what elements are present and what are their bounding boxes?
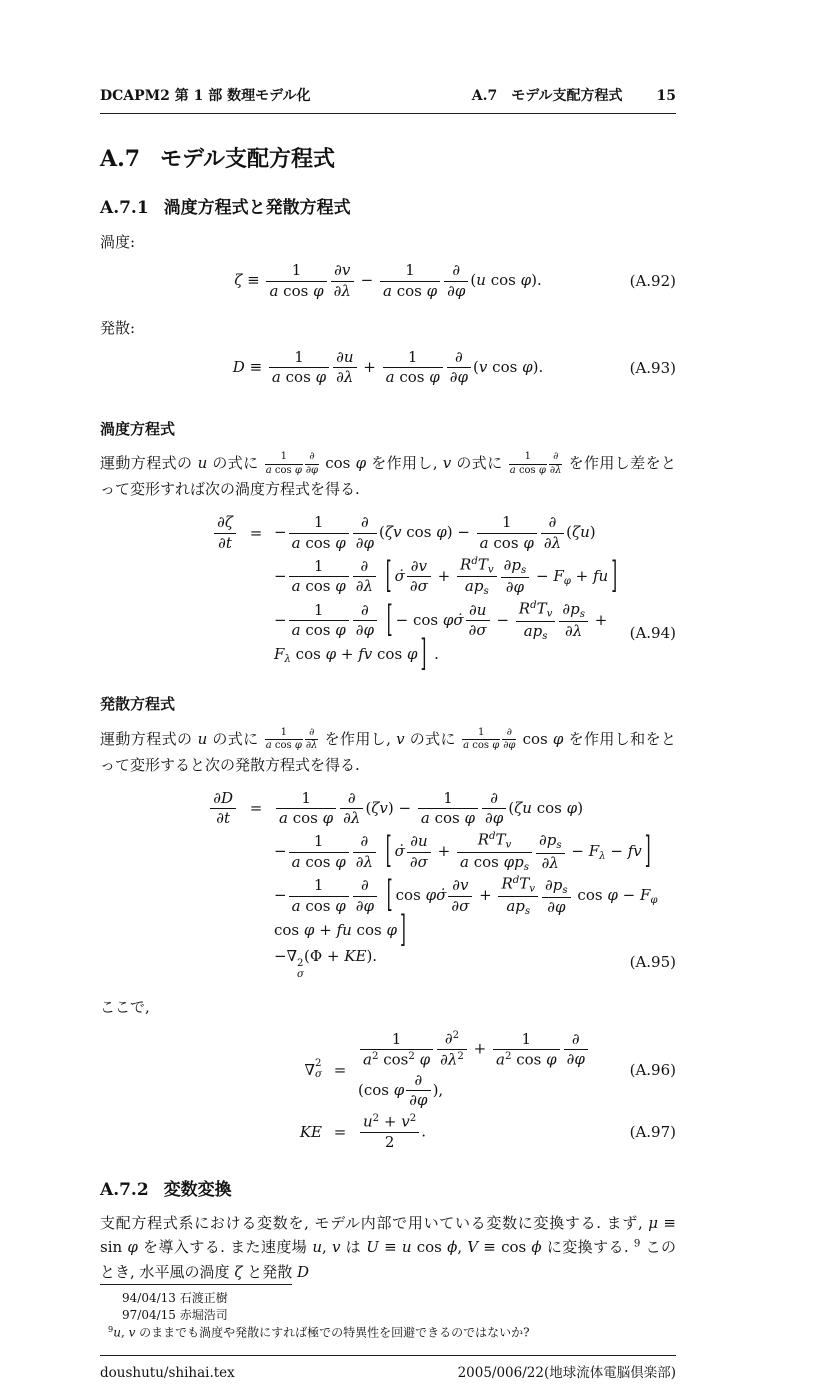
section-number: A.7: [100, 146, 141, 172]
divergence-label: 発散:: [100, 319, 136, 338]
variable-transform-paragraph: 支配方程式系における変数を, モデル内部で用いている変数に変換する. まず, μ ≡ sin φ を導入する. また速度場 u, v は U ≡ u cos ϕ, V ≡ cos ϕ に変換する. $^9$ このとき, 水平風の渦度 ζ と発散 D: [100, 1213, 676, 1281]
equation-a94: [100, 512, 676, 676]
equation-relation: =: [249, 523, 263, 542]
equation-relation: =: [333, 1122, 347, 1141]
section-heading: [100, 146, 676, 172]
equation-lhs: ∂ζ ∂t: [100, 513, 238, 553]
divergence-equation-heading: 発散方程式: [100, 695, 176, 714]
footnote-revision-2: 97/04/15 赤堀浩司: [122, 1307, 228, 1322]
equation-a95: [100, 787, 676, 984]
equation-rhs: $\frac{u^2 + v^2}{2}$ .: [358, 1112, 426, 1153]
equation-rhs: − $\frac{1}{\text{a cos φ}}$ ∂ ∂λ [ σ̇ $\frac{\partial u}{\partial\sigma}$ + $R^dT_v$ a $\cos \varphi p_s$ $\frac{\partial p_s}{\partial\lambda}$ − $F_\lambda$ − fv ]: [274, 828, 651, 874]
subsection-number: A.7.2: [100, 1179, 149, 1200]
equation-a96-number: (A.96): [629, 1060, 676, 1079]
equation-rhs: − $\frac{1}{\text{a cos φ}}$ ∂ ∂φ [ − cos φσ̇ $\frac{\partial u}{\partial\sigma}$ − $R^dT_v$ $ap_s$ $\frac{\partial p_s}{\partial\lambda}$ + $F_\lambda$ cos φ + fv cos φ ] .: [274, 596, 608, 676]
equation-lhs: ∇ 2 σ: [304, 1058, 322, 1080]
footer-file-path: doushutu/shihai.tex: [100, 1365, 235, 1382]
equation-a92-number: (A.92): [629, 272, 676, 291]
page-number: 15: [656, 88, 676, 104]
equation-a93: [100, 344, 676, 392]
subsection-number: A.7.1: [100, 198, 149, 219]
divergence-equation-paragraph: 運動方程式の u の式に $\frac{1}{\text{a cos φ}}$ ∂ ∂λ を作用し, v の式に $\frac{1}{\text{a cos φ}}$ ∂ ∂φ cos φ を作用し和をとって変形すると次の発散方程式を得る.: [100, 726, 676, 774]
subsection-title: 渦度方程式と発散方程式: [163, 198, 351, 219]
equation-a93-number: (A.93): [629, 358, 676, 377]
footnote-9: $^9$u, v のままでも渦度や発散にすれば極での特異性を回避できるのではないか?: [108, 1323, 530, 1340]
equation-relation: =: [249, 799, 263, 818]
equation-lhs: ∂D ∂t: [100, 789, 238, 829]
equation-a97-number: (A.97): [629, 1122, 676, 1141]
equation-a96-a97: [100, 1029, 676, 1153]
vorticity-equation-heading: 渦度方程式: [100, 419, 176, 438]
equation-rhs: $\frac{1}{a^2 \cos^2 \varphi}$ $\frac{\partial^2}{\partial\lambda^2}$ + $\frac{1}{a^2 \cos \varphi}$ ∂ ∂φ (cos φ ∂ ∂φ ),: [358, 1029, 620, 1110]
equation-relation: =: [333, 1060, 347, 1079]
equation-rhs: − $\frac{1}{\text{a cos φ}}$ ∂ ∂λ [ σ̇ $\frac{\partial v}{\partial\sigma}$ + $R^dT_v$ $ap_s$ $\frac{\partial p_s}{\partial\varphi}$ − $F_\varphi$ + fu ]: [274, 552, 618, 598]
page-footer: [100, 1355, 676, 1383]
footnote-revision-1: 94/04/13 石渡正樹: [122, 1290, 228, 1305]
header-right: [472, 86, 676, 107]
equation-a94-number: (A.94): [629, 623, 676, 642]
section-title: モデル支配方程式: [160, 146, 335, 172]
equation-rhs: − $\frac{1}{\text{a cos φ}}$ ∂ ∂φ [ cos φσ̇ $\frac{\partial v}{\partial\sigma}$ + $R^dT_v$ $ap_s$ $\frac{\partial p_s}{\partial\varphi}$ $\cos \varphi - F_\varphi$ cos φ + fu cos φ ]: [274, 872, 658, 951]
equation-rhs: − $\frac{1}{\text{a cos φ}}$ ∂ ∂φ (ζv cos φ) − $\frac{1}{\text{a cos φ}}$ ∂ ∂λ (ζu): [274, 513, 596, 552]
equation-line: [100, 872, 676, 951]
here-text: ここで,: [100, 998, 150, 1017]
subsection-heading-a71: [100, 198, 676, 218]
footer-date-club: 2005/006/22(地球流体電脳倶楽部): [457, 1365, 676, 1382]
equation-rhs: $\frac{1}{\text{a cos φ}}$ ∂ ∂λ (ζv) − $\frac{1}{\text{a cos φ}}$ ∂ ∂φ (ζu cos φ): [274, 789, 583, 829]
equation-a93-body: D ≡ $\frac{1}{\text{a cos φ}}$ $\frac{\partial u}{\partial\lambda}$ + $\frac{1}{\text{a cos φ}}$ ∂ ∂φ (v cos φ).: [232, 347, 544, 387]
equation-rhs: −∇ 2 σ (Φ + KE).: [274, 946, 378, 980]
equation-line: [100, 1029, 676, 1110]
header-left-title: DCAPM2 第 1 部 数理モデル化: [100, 88, 311, 104]
vorticity-label: 渦度:: [100, 232, 136, 251]
page-header: [100, 86, 676, 114]
equation-lhs: KE: [299, 1122, 322, 1141]
subsection-title: 変数変換: [163, 1179, 232, 1200]
equation-a92: [100, 257, 676, 305]
equation-a95-number: (A.95): [629, 953, 676, 972]
vorticity-equation-paragraph: 運動方程式の u の式に $\frac{1}{\text{a cos φ}}$ ∂ ∂φ cos φ を作用し, v の式に $\frac{1}{\text{a cos φ}}$ ∂ ∂λ を作用し差をとって変形すれば次の渦度方程式を得る.: [100, 451, 676, 499]
footnotes: [100, 1284, 676, 1342]
subsection-heading-a72: [100, 1180, 676, 1200]
equation-line: [100, 596, 676, 676]
footnote-rule: [100, 1284, 292, 1285]
equation-line: [100, 1111, 676, 1154]
header-section-title: A.7 モデル支配方程式: [471, 88, 623, 104]
equation-line: [100, 941, 676, 984]
equation-a92-body: ζ ≡ $\frac{1}{\text{a cos φ}}$ $\frac{\partial v}{\partial\lambda}$ − $\frac{1}{\text{a cos φ}}$ ∂ ∂φ (u cos φ).: [234, 261, 542, 300]
